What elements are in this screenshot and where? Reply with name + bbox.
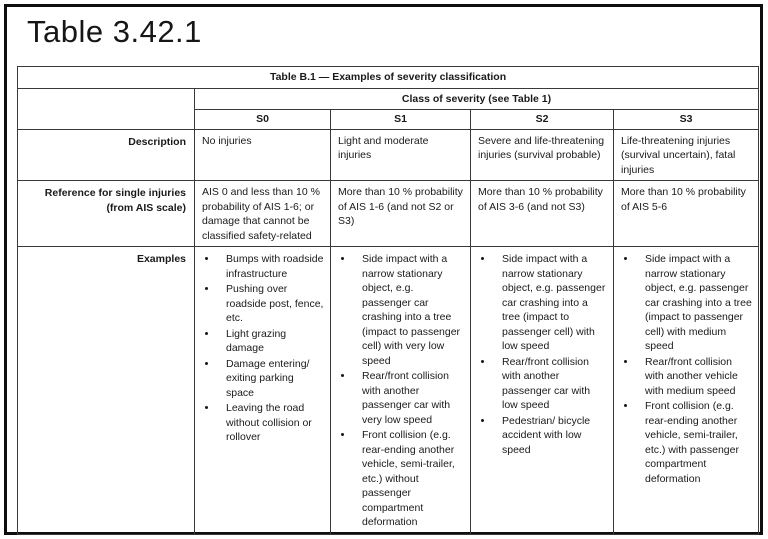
example-item: • Side impact with a narrow stationary object, e.g. passenger car crashing into a tree (impact to passenger cell) with very low speed — [354, 252, 464, 368]
example-item: • Front collision (e.g. rear-ending another vehicle, semi-trailer, etc.) with passenger compartment deformation — [637, 399, 752, 486]
description-cell-s1: Light and moderate injuries — [331, 130, 471, 181]
description-cell-s3: Life-threatening injuries (survival uncertain), fatal injuries — [614, 130, 759, 181]
example-item: • Bumps with roadside infrastructure — [218, 252, 324, 281]
examples-cell-s2 — [471, 247, 614, 534]
examples-cell-s0 — [195, 247, 331, 534]
row-header-examples: Examples — [18, 247, 195, 534]
description-cell-s0: No injuries — [195, 130, 331, 181]
page-title: Table 3.42.1 — [27, 14, 202, 49]
example-item: • Front collision (e.g. rear-ending another vehicle, semi-trailer, etc.) without passenger compartment deformation — [354, 428, 464, 529]
example-item: • Rear/front collision with another passenger car with very low speed — [354, 369, 464, 427]
class-of-severity-header: Class of severity (see Table 1) — [195, 89, 759, 110]
severity-label-s3: S3 — [614, 110, 759, 130]
reference-cell-s1: More than 10 % probability of AIS 1-6 (and not S2 or S3) — [331, 181, 471, 247]
severity-label-s0: S0 — [195, 110, 331, 130]
examples-cell-s1 — [331, 247, 471, 534]
description-row — [18, 130, 759, 181]
examples-list-s0 — [202, 252, 324, 444]
description-cell-s2: Severe and life-threatening injuries (survival probable) — [471, 130, 614, 181]
severity-label-s2: S2 — [471, 110, 614, 130]
example-item: • Damage entering/ exiting parking space — [218, 357, 324, 400]
reference-row — [18, 181, 759, 247]
table-caption-row — [18, 67, 759, 89]
severity-label-s1: S1 — [331, 110, 471, 130]
page-frame — [4, 4, 763, 535]
examples-list-s3 — [621, 252, 752, 486]
example-item: • Rear/front collision with another vehicle with medium speed — [637, 355, 752, 398]
examples-list-s1 — [338, 252, 464, 529]
class-of-severity-row — [18, 89, 759, 110]
reference-cell-s2: More than 10 % probability of AIS 3-6 (and not S3) — [471, 181, 614, 247]
example-item: • Pushing over roadside post, fence, etc. — [218, 282, 324, 325]
reference-cell-s3: More than 10 % probability of AIS 5-6 — [614, 181, 759, 247]
examples-row — [18, 247, 759, 534]
example-item: • Leaving the road without collision or rollover — [218, 401, 324, 444]
row-header-description: Description — [18, 130, 195, 181]
example-item: • Light grazing damage — [218, 327, 324, 356]
examples-list-s2 — [478, 252, 607, 457]
row-header-reference: Reference for single injuries (from AIS scale) — [18, 181, 195, 247]
example-item: • Rear/front collision with another passenger car with low speed — [494, 355, 607, 413]
severity-classification-table — [17, 66, 759, 535]
example-item: • Side impact with a narrow stationary object, e.g. passenger car crashing into a tree (impact to passenger cell) with low speed — [494, 252, 607, 353]
examples-cell-s3 — [614, 247, 759, 534]
reference-cell-s0: AIS 0 and less than 10 % probability of AIS 1-6; or damage that cannot be classified safety-related — [195, 181, 331, 247]
table-caption: Table B.1 — Examples of severity classification — [18, 67, 759, 89]
empty-corner-cell — [18, 89, 195, 130]
example-item: • Side impact with a narrow stationary object, e.g. passenger car crashing into a tree (impact to passenger cell) with medium speed — [637, 252, 752, 353]
example-item: • Pedestrian/ bicycle accident with low speed — [494, 414, 607, 457]
